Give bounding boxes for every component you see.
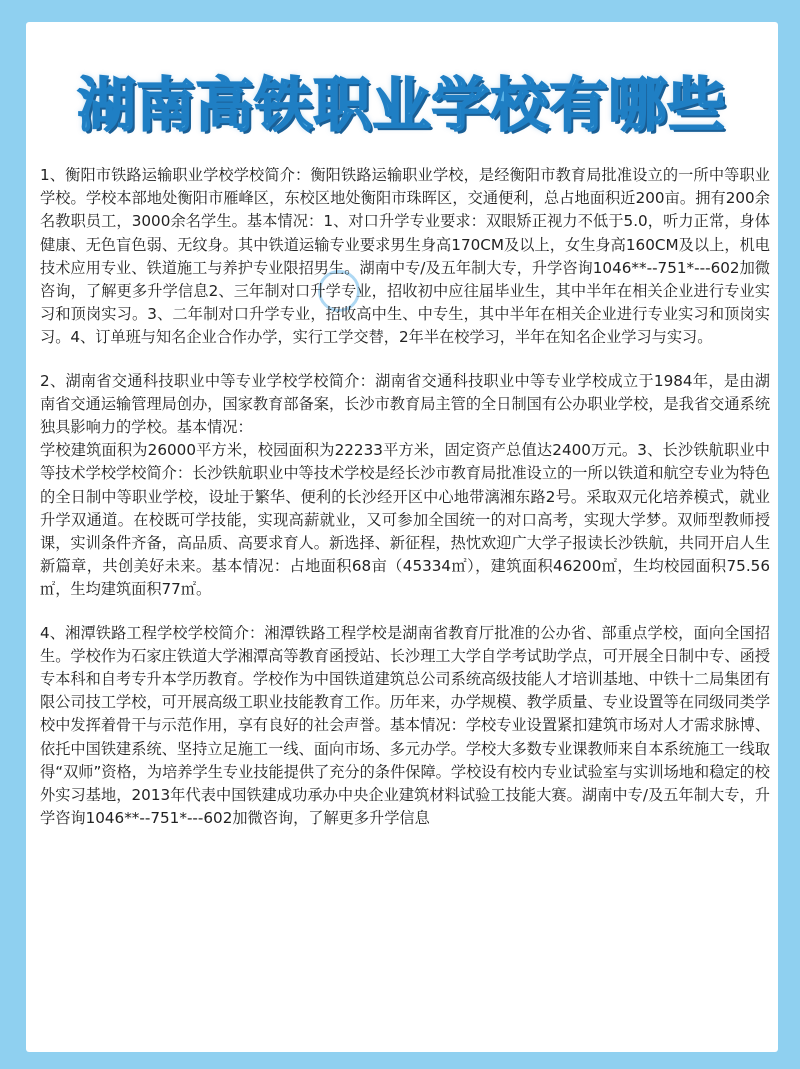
- paragraph-hunan-transport: [40, 370, 770, 602]
- article-body: [40, 164, 770, 850]
- paragraph-hengyang: [40, 164, 770, 350]
- paragraph-text: 1、衡阳市铁路运输职业学校学校简介：衡阳铁路运输职业学校，是经衡阳市教育局批准设立的一所中等职业学校。学校本部地处衡阳市雁峰区，东校区地处衡阳市珠晖区，交通便利，总占地面积近200亩。拥有200余名教职员工，3000余名学生。基本情况：1、对口升学专业要求：双眼矫正视力不低于5.0，听力正常，身体健康、无色盲色弱、无纹身。其中铁道运输专业要求男生身高170CM及以上，女生身高160CM及以上，机电技术应用专业、铁道施工与养护专业限招男生。湖南中专/及五年制大专，升学咨询1046**--751*---602加微咨询，了解更多升学信息2、三年制对口升学专业，招收初中应往届毕业生，其中半年在相关企业进行专业实习和顶岗实习。3、二年制对口升学专业，招收高中生、中专生，其中半年在相关企业进行专业实习和顶岗实习。4、订单班与知名企业合作办学，实行工学交替，2年半在校学习，半年在知名企业学习与实习。: [40, 166, 770, 347]
- paragraph-text: 4、湘潭铁路工程学校学校简介：湘潭铁路工程学校是湖南省教育厅批准的公办省、部重点学校，面向全国招生。学校作为石家庄铁道大学湘潭高等教育函授站、长沙理工大学自学考试助学点，可开展全日制中专、函授专本科和自考专升本学历教育。学校作为中国铁道建筑总公司系统高级技能人才培训基地、中铁十二局集团有限公司技工学校，可开展高级工职业技能教育工作。历年来，办学规模、教学质量、专业设置等在同级同类学校中发挥着骨干与示范作用，享有良好的社会声誉。基本情况：学校专业设置紧扣建筑市场对人才需求脉博、依托中国铁建系统、坚持立足施工一线、面向市场、多元办学。学校大多数专业课教师来自本系统施工一线取得“双师”资格，为培养学生专业技能提供了充分的条件保障。学校设有校内专业试验室与实训场地和稳定的校外实习基地，2013年代表中国铁建成功承办中央企业建筑材料试验工技能大赛。湖南中专/及五年制大专，升学咨询1046**--751*---602加微咨询，了解更多升学信息: [40, 623, 770, 828]
- document-card: [26, 22, 778, 1052]
- paragraph-xiangtan: [40, 622, 770, 831]
- paragraph-text: 学校建筑面积为26000平方米，校园面积为22233平方米，固定资产总值达2400万元。3、长沙铁航职业中等技术学校学校简介：长沙铁航职业中等技术学校是经长沙市教育局批准设立的一所以铁道和航空专业为特色的全日制中等职业学校，设址于繁华、便利的长沙经开区中心地带漓湘东路2号。采取双元化培养模式，就业升学双通道。在校既可学技能，实现高薪就业，又可参加全国统一的对口高考，实现大学梦。双师型教师授课，实训条件齐备，高品质、高要求育人。新选择、新征程，热忱欢迎广大学子报读长沙铁航，共同开启人生新篇章，共创美好未来。基本情况：占地面积68亩（45334㎡），建筑面积46200㎡，生均校园面积75.56㎡，生均建筑面积77㎡。: [40, 441, 770, 599]
- page-title: 湖南高铁职业学校有哪些: [77, 71, 727, 139]
- paragraph-text: 2、湖南省交通科技职业中等专业学校学校简介：湖南省交通科技职业中等专业学校成立于1984年，是由湖南省交通运输管理局创办，国家教育部备案，长沙市教育局主管的全日制国有公办职业学校，是我省交通系统独具影响力的学校。基本情况：: [40, 371, 770, 437]
